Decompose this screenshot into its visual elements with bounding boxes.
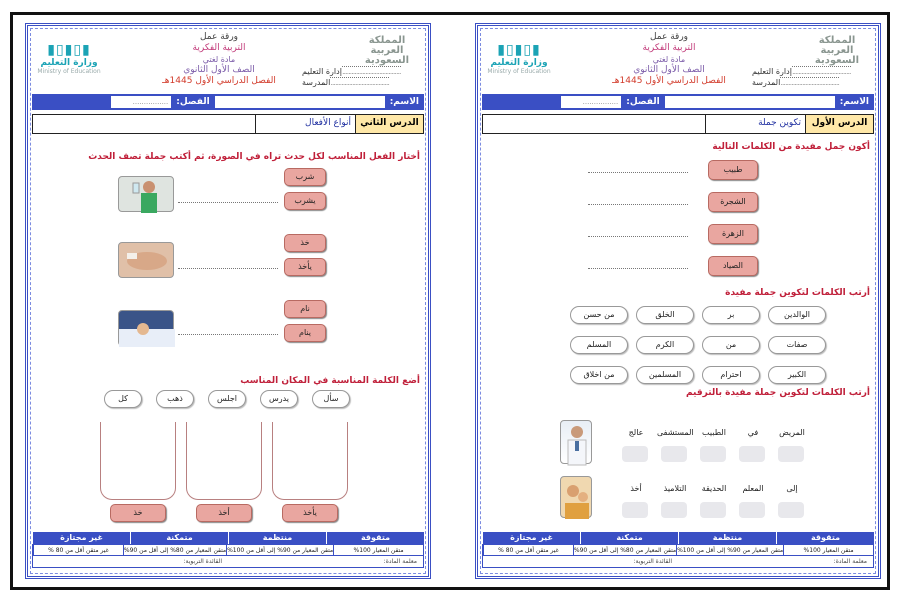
lesson-header: الدرس الثاني أنواع الأفعال [32,114,424,134]
page-header [484,32,872,98]
page-header [34,32,422,98]
answer-line[interactable] [588,236,688,237]
eval-level: غير مجتازة [32,532,130,544]
word-tile[interactable]: من حسن [570,306,628,324]
verb-card[interactable]: ينام [284,324,326,342]
verb-card[interactable]: خذ [284,234,326,252]
class-field[interactable]: ................ [561,96,621,108]
worksheet-spread [10,12,890,590]
word-card: الصياد [708,256,758,276]
sentence-word: المعلم [742,484,764,493]
sentence-word: أخذ [630,484,642,493]
name-class-bar: الاسم: الفصل: ................ [482,94,874,110]
word-card: الزهرة [708,224,758,244]
name-field[interactable] [215,96,385,108]
eval-criterion[interactable]: غير متقن أقل من 80 % [483,545,573,555]
order-number-slot[interactable] [622,446,648,462]
kingdom-emblem: المملكة العربية السعودية [814,35,860,66]
teacher-children-image [560,476,592,518]
answer-line[interactable] [588,204,688,205]
admin-fields: إدارة التعليم ...................................... المدرسة ...................................... [752,67,851,87]
order-number-slot[interactable] [661,502,687,518]
eval-level: متقوقة [326,532,424,544]
order-number-slot[interactable] [739,502,765,518]
sentence-line[interactable] [178,334,278,335]
answer-line[interactable] [588,172,688,173]
order-number-slot[interactable] [778,502,804,518]
word-tile[interactable]: من [702,336,760,354]
word-tile[interactable]: الكبير [768,366,826,384]
doctor-image [560,420,592,464]
kingdom-emblem: المملكة العربية السعودية [364,35,410,66]
order-number-slot[interactable] [700,446,726,462]
sentence-word: الطبيب [702,428,726,437]
evaluation-table: متقوقة منتظمة متمكنة غير مجتازة متقن المعيار 100% متقن المعيار من 90% إلى أقل من 100% متقن المعيار من 80% إلى أقل من 90% غير متقن أقل من 80 % معلمة المادة: القائدة التربوية: [32,532,424,572]
verb-card[interactable]: يشرب [284,192,326,210]
verb-card[interactable]: نام [284,300,326,318]
sentence-word: في [747,428,759,437]
name-class-bar: الاسم: الفصل: ................ [32,94,424,110]
eval-criterion[interactable]: متقن المعيار 100% [333,545,423,555]
eval-level: متمكنة [130,532,228,544]
word-tile[interactable]: المسلمين [636,366,694,384]
class-field[interactable]: ................ [111,96,171,108]
eval-criterion[interactable]: متقن المعيار من 90% إلى أقل من 100% [227,547,334,554]
sentence-word: التلاميذ [663,484,687,493]
eval-level: غير مجتازة [482,532,580,544]
sorting-cup[interactable] [272,422,348,500]
word-tile[interactable]: بر [702,306,760,324]
order-number-slot[interactable] [700,502,726,518]
sorting-cup[interactable] [186,422,262,500]
cup-label: خذ [110,504,166,522]
sentence-word: عالج [628,428,644,437]
cup-label: يأخذ [282,504,338,522]
eval-criterion[interactable]: متقن المعيار من 90% إلى أقل من 100% [677,547,784,554]
instruction-3: أرتب الكلمات لتكوين جملة مفيدة بالترقيم [686,388,870,398]
name-field[interactable] [665,96,835,108]
sentence-line[interactable] [178,268,278,269]
cup-label: أخذ [196,504,252,522]
ministry-logo: ▮▯▮▯▮ وزارة التعليم Ministry of Education [487,42,551,75]
eval-level: متقوقة [776,532,874,544]
word-tile[interactable]: من اخلاق [570,366,628,384]
instruction-1: أختار الفعل المناسب لكل حدث تراه في الصورة، ثم أكتب جملة تصف الحدث [88,152,420,162]
word-card: طبيب [708,160,758,180]
eval-criterion[interactable]: غير متقن أقل من 80 % [33,545,123,555]
instruction-2: أضع الكلمة المناسبة في المكان المناسب [240,376,420,386]
word-card: الشجرة [708,192,758,212]
answer-line[interactable] [588,268,688,269]
order-number-slot[interactable] [739,446,765,462]
admin-fields: إدارة التعليم ...................................... المدرسة ...................................... [302,67,401,87]
eval-criterion[interactable]: متقن المعيار من 80% إلى أقل من 90% [573,547,677,554]
word-bank-item[interactable]: سأل [312,390,350,408]
sentence-word: المريض [779,428,805,437]
eval-criterion[interactable]: متقن المعيار 100% [783,545,873,555]
sentence-word: إلى [786,484,798,493]
evaluation-table: متقوقة منتظمة متمكنة غير مجتازة متقن المعيار 100% متقن المعيار من 90% إلى أقل من 100% متقن المعيار من 80% إلى أقل من 90% غير متقن أقل من 80 % معلمة المادة: القائدة التربوية: [482,532,874,572]
ministry-logo: ▮▯▮▯▮ وزارة التعليم Ministry of Education [37,42,101,75]
word-tile[interactable]: الخلق [636,306,694,324]
eval-level: متمكنة [580,532,678,544]
word-tile[interactable]: الوالدين [768,306,826,324]
instruction-1: أكون جمل مفيدة من الكلمات التالية [712,142,870,152]
word-tile[interactable]: المسلم [570,336,628,354]
instruction-2: أرتب الكلمات لتكوين جملة مفيدة [725,288,870,298]
taking-hand-image [118,242,174,278]
word-bank-item[interactable]: اجلس [208,390,246,408]
sentence-line[interactable] [178,202,278,203]
verb-card[interactable]: يأخذ [284,258,326,276]
word-bank-item[interactable]: يدرس [260,390,298,408]
order-number-slot[interactable] [622,502,648,518]
worksheet-page-lesson-2 [25,23,431,579]
word-tile[interactable]: احترام [702,366,760,384]
order-number-slot[interactable] [661,446,687,462]
eval-criterion[interactable]: متقن المعيار من 80% إلى أقل من 90% [123,547,227,554]
sentence-word: الحديقة [701,484,727,493]
drinking-boy-image [118,176,174,212]
verb-card[interactable]: شرب [284,168,326,186]
lesson-header: الدرس الأول تكوين جملة [482,114,874,134]
worksheet-title-block: ورقة عمل التربية الفكرية مادة لغتي الصف الأول الثانوي الفصل الدراسي الأول 1445هـ [612,32,726,86]
word-tile[interactable]: الكرم [636,336,694,354]
eval-level: منتظمة [678,532,776,544]
sorting-cup[interactable] [100,422,176,500]
word-bank-item[interactable]: كل [104,390,142,408]
worksheet-title-block: ورقة عمل التربية الفكرية مادة لغتي الصف الأول الثانوي الفصل الدراسي الأول 1445هـ [162,32,276,86]
worksheet-page-lesson-1 [475,23,881,579]
sentence-word: المستشفى [657,428,694,437]
order-number-slot[interactable] [778,446,804,462]
word-bank-item[interactable]: ذهب [156,390,194,408]
sleeping-child-image [118,310,174,346]
eval-level: منتظمة [228,532,326,544]
word-tile[interactable]: صفات [768,336,826,354]
